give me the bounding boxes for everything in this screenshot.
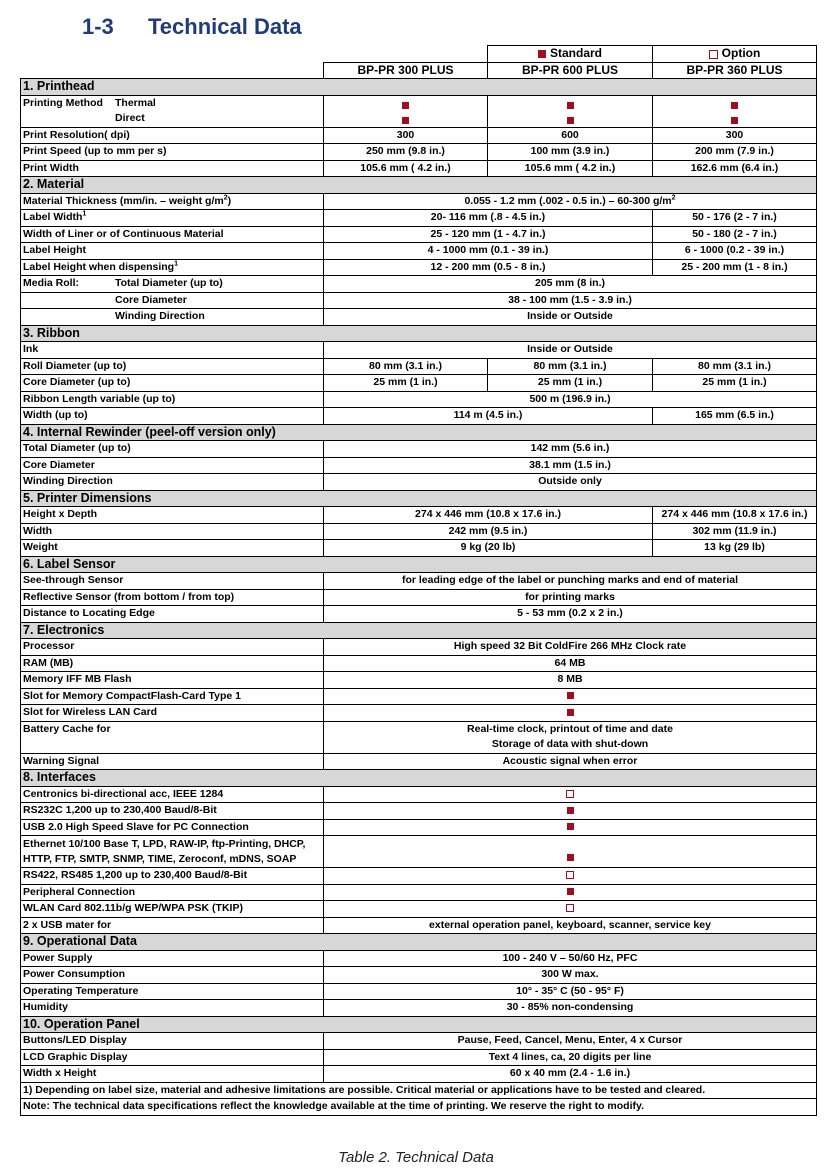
section-header: 10. Operation Panel <box>21 1016 817 1033</box>
table-row: Core Diameter 38 - 100 mm (1.5 - 3.9 in.) <box>21 292 817 309</box>
table-row: Ink Inside or Outside <box>21 342 817 359</box>
table-row: Total Diameter (up to) 142 mm (5.6 in.) <box>21 441 817 458</box>
table-row: Slot for Wireless LAN Card <box>21 705 817 722</box>
option-marker <box>324 868 817 885</box>
table-row: Operating Temperature 10° - 35° C (50 - 95° F) <box>21 983 817 1000</box>
table-row: Width x Height 60 x 40 mm (2.4 - 1.6 in.) <box>21 1066 817 1083</box>
table-row: Height x Depth 274 x 446 mm (10.8 x 17.6 in.) 274 x 446 mm (10.8 x 17.6 in.) <box>21 507 817 524</box>
table-row: Centronics bi-directional acc, IEEE 1284 <box>21 786 817 803</box>
table-row: Ribbon Length variable (up to) 500 m (196.9 in.) <box>21 391 817 408</box>
table-row: Warning Signal Acoustic signal when error <box>21 753 817 770</box>
table-row: Power Supply 100 - 240 V – 50/60 Hz, PFC <box>21 950 817 967</box>
standard-marker <box>324 688 817 705</box>
row-label: Material Thickness (mm/in. – weight $g/m^2$) <box>21 193 324 210</box>
table-row: RAM (MB) 64 MB <box>21 655 817 672</box>
page-title <box>82 14 302 40</box>
footnote: 1) Depending on label size, material and adhesive limitations are possible. Critical material or applications have to be tested and cleared. <box>21 1082 817 1099</box>
table-row: Peripheral Connection <box>21 884 817 901</box>
option-marker <box>324 901 817 918</box>
standard-marker <box>324 705 817 722</box>
section-header: 8. Interfaces <box>21 770 817 787</box>
legend-option: Option <box>653 46 817 63</box>
row-label: Printing Method Thermal Direct <box>21 95 324 127</box>
table-row: Print Width 105.6 mm ( 4.2 in.) 105.6 mm ( 4.2 in.) 162.6 mm (6.4 in.) <box>21 160 817 177</box>
standard-marker <box>324 884 817 901</box>
table-row: RS232C 1,200 up to 230,400 Baud/8-Bit <box>21 803 817 820</box>
standard-marker <box>324 836 817 868</box>
table-row: Label Width$^1$ 20- 116 mm (.8 - 4.5 in.) 50 - 176 (2 - 7 in.) <box>21 210 817 227</box>
table-row: LCD Graphic Display Text 4 lines, ca, 20 digits per line <box>21 1049 817 1066</box>
table-row <box>21 95 817 127</box>
table-row: Processor High speed 32 Bit ColdFire 266 MHz Clock rate <box>21 639 817 656</box>
standard-marker <box>488 95 653 127</box>
section-header: 4. Internal Rewinder (peel-off version only) <box>21 424 817 441</box>
table-row: Winding Direction Inside or Outside <box>21 309 817 326</box>
section-header: 9. Operational Data <box>21 934 817 951</box>
table-row: Print Speed (up to mm per s) 250 mm (9.8 in.) 100 mm (3.9 in.) 200 mm (7.9 in.) <box>21 144 817 161</box>
filled-square-icon <box>538 50 546 58</box>
legend-row <box>21 46 817 63</box>
table-row: RS422, RS485 1,200 up to 230,400 Baud/8-Bit <box>21 868 817 885</box>
table-row: Winding Direction Outside only <box>21 474 817 491</box>
table-row: Reflective Sensor (from bottom / from top) for printing marks <box>21 589 817 606</box>
table-row: Roll Diameter (up to) 80 mm (3.1 in.) 80 mm (3.1 in.) 80 mm (3.1 in.) <box>21 358 817 375</box>
section-header: 6. Label Sensor <box>21 556 817 573</box>
table-row: WLAN Card 802.11b/g WEP/WPA PSK (TKIP) <box>21 901 817 918</box>
footnote-row <box>21 1082 817 1099</box>
section-header: 1. Printhead <box>21 79 817 96</box>
table-row: Media Roll: Total Diameter (up to) 205 mm (8 in.) <box>21 276 817 293</box>
table-row: 2 x USB mater for external operation panel, keyboard, scanner, service key <box>21 917 817 934</box>
table-row: Label Height 4 - 1000 mm (0.1 - 39 in.) 6 - 1000 (0.2 - 39 in.) <box>21 243 817 260</box>
table-row: Print Resolution( dpi) 300 600 300 <box>21 127 817 144</box>
table-row: Weight 9 kg (20 lb) 13 kg (29 lb) <box>21 540 817 557</box>
legend-standard: Standard <box>488 46 653 63</box>
table-caption: Table 2. Technical Data <box>338 1149 494 1166</box>
note: Note: The technical data specifications reflect the knowledge available at the time of printing. We reserve the right to modify. <box>21 1099 817 1116</box>
table-row: Distance to Locating Edge 5 - 53 mm (0.2 x 2 in.) <box>21 606 817 623</box>
standard-marker <box>324 819 817 836</box>
table-row: Core Diameter (up to) 25 mm (1 in.) 25 mm (1 in.) 25 mm (1 in.) <box>21 375 817 392</box>
section-header: 2. Material <box>21 177 817 194</box>
table-row: Material Thickness (mm/in. – weight $g/m^2$) 0.055 - 1.2 mm (.002 - 0.5 in.) – 60-300 $g/m^2$ <box>21 193 817 210</box>
standard-marker <box>324 95 488 127</box>
table-row: Humidity 30 - 85% non-condensing <box>21 1000 817 1017</box>
footnote-row <box>21 1099 817 1116</box>
section-number: 1-3 <box>82 14 114 39</box>
empty-square-icon <box>709 50 718 59</box>
table-row: Core Diameter 38.1 mm (1.5 in.) <box>21 457 817 474</box>
standard-marker <box>324 803 817 820</box>
model-header: BP-PR 300 PLUS <box>324 62 488 79</box>
section-header: 3. Ribbon <box>21 325 817 342</box>
section-header: 5. Printer Dimensions <box>21 490 817 507</box>
section-header: 7. Electronics <box>21 622 817 639</box>
table-row: See-through Sensor for leading edge of the label or punching marks and end of material <box>21 573 817 590</box>
model-header: BP-PR 360 PLUS <box>653 62 817 79</box>
table-row: Power Consumption 300 W max. <box>21 967 817 984</box>
standard-marker <box>653 95 817 127</box>
table-row: Memory IFF MB Flash 8 MB <box>21 672 817 689</box>
technical-data-table <box>20 45 817 1116</box>
table-row: Buttons/LED Display Pause, Feed, Cancel, Menu, Enter, 4 x Cursor <box>21 1033 817 1050</box>
table-row: Ethernet 10/100 Base T, LPD, RAW-IP, ftp-Printing, DHCP, HTTP, FTP, SMTP, SNMP, TIME, Zeroconf, mDNS, SOAP <box>21 836 817 868</box>
table-row: Slot for Memory CompactFlash-Card Type 1 <box>21 688 817 705</box>
section-title: Technical Data <box>148 14 302 39</box>
table-row: Width 242 mm (9.5 in.) 302 mm (11.9 in.) <box>21 523 817 540</box>
table-row: Width of Liner or of Continuous Material 25 - 120 mm (1 - 4.7 in.) 50 - 180 (2 - 7 in.) <box>21 226 817 243</box>
table-row: USB 2.0 High Speed Slave for PC Connection <box>21 819 817 836</box>
table-row: Width (up to) 114 m (4.5 in.) 165 mm (6.5 in.) <box>21 408 817 425</box>
model-header-row <box>21 62 817 79</box>
model-header: BP-PR 600 PLUS <box>488 62 653 79</box>
table-row: Label Height when dispensing$^1$ 12 - 200 mm (0.5 - 8 in.) 25 - 200 mm (1 - 8 in.) <box>21 259 817 276</box>
table-row: Battery Cache for Real-time clock, printout of time and date Storage of data with shut-down <box>21 721 817 753</box>
option-marker <box>324 786 817 803</box>
